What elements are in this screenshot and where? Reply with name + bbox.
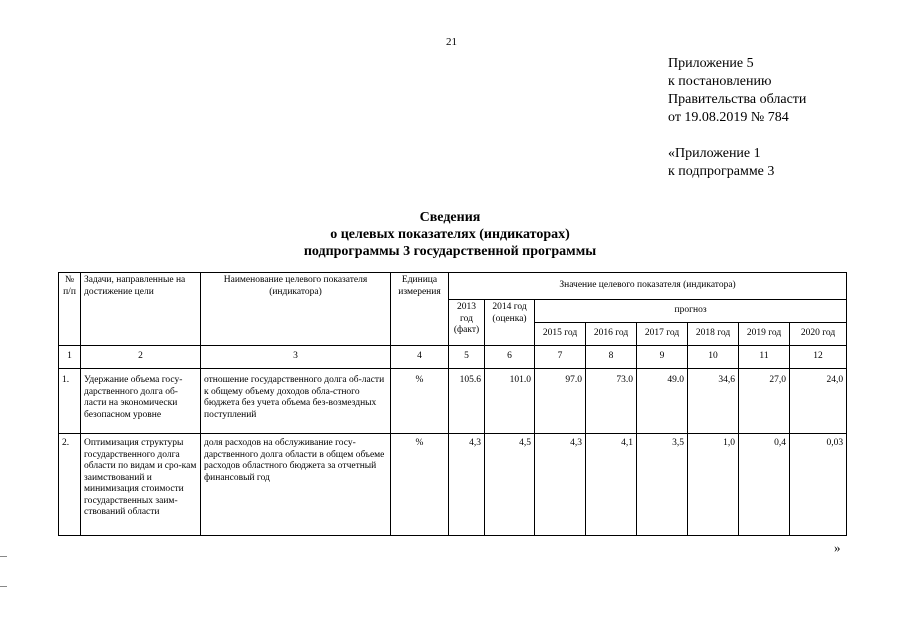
indicators-table — [58, 272, 847, 536]
value-cell: 0,03 — [790, 434, 847, 536]
value-cell: 4,1 — [586, 434, 637, 536]
margin-mark — [0, 586, 7, 587]
appendix-line: к подпрограмме 3 — [668, 164, 775, 179]
header-value: Значение целевого показателя (индикатора) — [449, 273, 847, 300]
value-cell: 101.0 — [485, 369, 535, 434]
header-row — [59, 273, 847, 300]
task-cell: Оптимизация структуры государственного долга области по видам и сро-кам заимствований и минимизация стоимости государственных заим-ствований области — [81, 434, 201, 536]
header-year-2018: 2018 год — [688, 323, 739, 346]
unit-cell: % — [391, 434, 449, 536]
closing-quote: » — [834, 540, 841, 555]
value-cell: 0,4 — [739, 434, 790, 536]
column-number-row — [59, 346, 847, 369]
header-year-2020: 2020 год — [790, 323, 847, 346]
value-cell: 4,3 — [449, 434, 485, 536]
header-year-2013: 2013 год (факт) — [449, 300, 485, 346]
column-number: 11 — [739, 346, 790, 369]
value-cell: 4,3 — [535, 434, 586, 536]
column-number: 4 — [391, 346, 449, 369]
appendix-block — [668, 55, 806, 181]
appendix-line: «Приложение 1 — [668, 146, 761, 161]
column-number: 12 — [790, 346, 847, 369]
value-cell: 49.0 — [637, 369, 688, 434]
column-number: 6 — [485, 346, 535, 369]
page-number: 21 — [446, 36, 457, 48]
value-cell: 27,0 — [739, 369, 790, 434]
value-cell: 34,6 — [688, 369, 739, 434]
header-year-2016: 2016 год — [586, 323, 637, 346]
title-line: Сведения — [419, 210, 481, 225]
table-row — [59, 434, 847, 536]
header-num: № п/п — [59, 273, 81, 346]
row-number: 2. — [59, 434, 81, 536]
header-indicator-name: Наименование целевого показателя (индикатора) — [201, 273, 391, 346]
column-number: 1 — [59, 346, 81, 369]
value-cell: 24,0 — [790, 369, 847, 434]
appendix-line: от 19.08.2019 № 784 — [668, 110, 789, 125]
appendix-line: к постановлению — [668, 74, 772, 89]
header-year-2019: 2019 год — [739, 323, 790, 346]
appendix-line: Приложение 5 — [668, 56, 754, 71]
appendix-line: Правительства области — [668, 92, 807, 107]
row-number: 1. — [59, 369, 81, 434]
column-number: 2 — [81, 346, 201, 369]
table-row — [59, 369, 847, 434]
header-unit: Единица измерения — [391, 273, 449, 346]
indicator-cell: отношение государственного долга об-ласти к общему объему доходов обла-стного бюджета без учета объема без-возмездных поступлений — [201, 369, 391, 434]
column-number: 5 — [449, 346, 485, 369]
header-year-2017: 2017 год — [637, 323, 688, 346]
value-cell: 1,0 — [688, 434, 739, 536]
title-line: подпрограммы 3 государственной программы — [303, 244, 597, 259]
unit-cell: % — [391, 369, 449, 434]
task-cell: Удержание объема госу-дарственного долга об-ласти на экономически безопасном уровне — [81, 369, 201, 434]
column-number: 7 — [535, 346, 586, 369]
column-number: 3 — [201, 346, 391, 369]
column-number: 8 — [586, 346, 637, 369]
column-number: 10 — [688, 346, 739, 369]
document-title — [230, 209, 670, 260]
value-cell: 4,5 — [485, 434, 535, 536]
spacer — [668, 127, 806, 145]
header-tasks: Задачи, направленные на достижение цели — [81, 273, 201, 346]
value-cell: 3,5 — [637, 434, 688, 536]
header-year-2014: 2014 год (оценка) — [485, 300, 535, 346]
title-line: о целевых показателях (индикаторах) — [330, 227, 570, 242]
header-forecast: прогноз — [535, 300, 847, 323]
value-cell: 105.6 — [449, 369, 485, 434]
margin-mark — [0, 556, 7, 557]
value-cell: 97.0 — [535, 369, 586, 434]
indicator-cell: доля расходов на обслуживание госу-дарственного долга области в общем объеме расходов областного бюджета за отчетный финансовый год — [201, 434, 391, 536]
column-number: 9 — [637, 346, 688, 369]
header-year-2015: 2015 год — [535, 323, 586, 346]
value-cell: 73.0 — [586, 369, 637, 434]
